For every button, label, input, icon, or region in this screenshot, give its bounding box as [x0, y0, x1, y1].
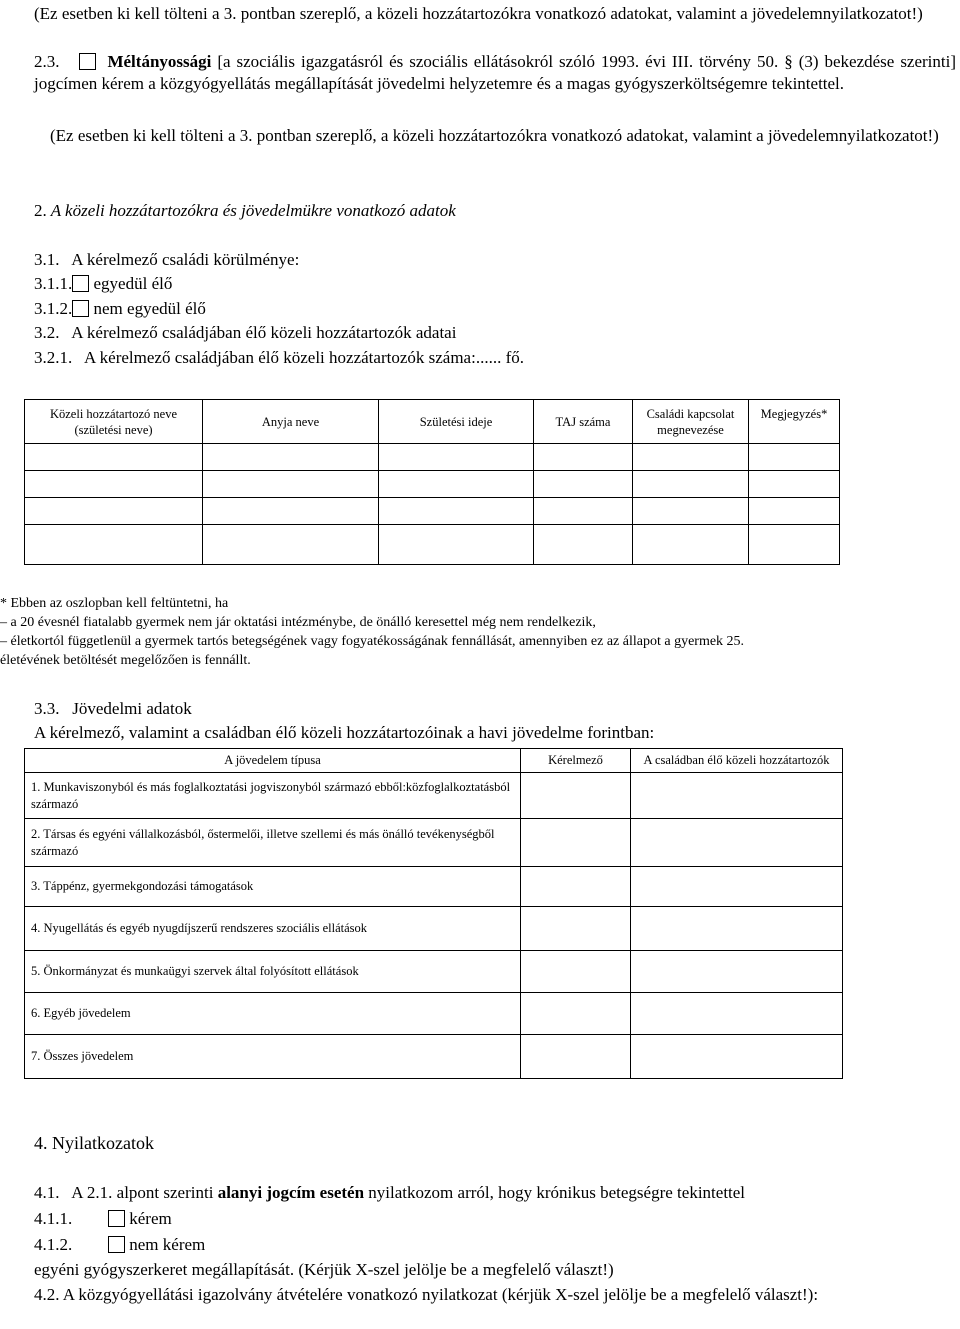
relatives-table — [24, 399, 840, 565]
income-type-5: 5. Önkormányzat és munkaügyi szervek által folyósított ellátások — [25, 951, 521, 993]
table-cell[interactable] — [631, 773, 843, 819]
p41-bold: alanyi jogcím esetén — [217, 1183, 365, 1202]
col-header-taj: TAJ száma — [534, 400, 633, 444]
table-cell[interactable] — [534, 471, 633, 498]
item-2-3-checkbox[interactable] — [79, 53, 96, 70]
item-2-3-text: [a szociális igazgatásról és szociális ellátásokról szóló 1993. évi III. törvény 50. § (3) bekezdése szerinti] jogcímen kérem a közgyógyellátás megállapítását jövedelmi helyzetemre és a magas gyógyszerköltségemre tekintettel. — [34, 52, 957, 93]
income-type-7: 7. Összes jövedelem — [25, 1035, 521, 1079]
p412-label: nem kérem — [125, 1235, 206, 1254]
s311-label: egyedül élő — [89, 274, 173, 293]
section-4-heading: 4. Nyilatkozatok — [34, 1133, 154, 1153]
table-cell[interactable] — [379, 498, 534, 525]
table-cell[interactable] — [633, 525, 749, 565]
table-cell[interactable] — [379, 444, 534, 471]
footnote — [0, 595, 956, 669]
table-row — [25, 951, 843, 993]
not-request-checkbox[interactable] — [108, 1236, 125, 1253]
footnote-bullet-2: – életkortól függetlenül a gyermek tartós betegségének vagy fogyatékosságának fennállását, amennyiben ez az állapot a gyermek 25. — [0, 634, 745, 649]
table-cell[interactable] — [631, 867, 843, 907]
income-header-applicant: Kérelmező — [521, 749, 631, 773]
p41-row — [34, 1182, 745, 1204]
table-cell[interactable] — [749, 444, 840, 471]
col-header-relation: Családi kapcsolat megnevezése — [633, 400, 749, 444]
section-heading-number: 2. — [34, 201, 47, 220]
item-2-3-bold: Méltányossági — [107, 52, 212, 71]
table-cell[interactable] — [631, 819, 843, 867]
table-row — [25, 471, 840, 498]
p42-text: 4.2. A közgyógyellátási igazolvány átvételére vonatkozó nyilatkozat (kérjük X-szel jelölje be a megfelelő választ!): — [34, 1285, 819, 1304]
relatives-header-row — [25, 400, 840, 444]
intro-note-2: (Ez esetben ki kell tölteni a 3. pontban szereplő, a közeli hozzátartozókra vonatkozó adatokat, valamint a jövedelemnyilatkozatot!) — [50, 126, 939, 145]
col-header-mother: Anyja neve — [203, 400, 379, 444]
table-cell[interactable] — [25, 471, 203, 498]
table-cell[interactable] — [631, 951, 843, 993]
table-cell[interactable] — [749, 498, 840, 525]
p412-row — [34, 1234, 205, 1256]
p411-row — [34, 1208, 172, 1230]
income-type-1: 1. Munkaviszonyból és más foglalkoztatási jogviszonyból származó ebből:közfoglalkoztatásból származó — [25, 773, 521, 819]
table-cell[interactable] — [633, 444, 749, 471]
col-header-name: Közeli hozzátartozó neve (születési neve) — [25, 400, 203, 444]
s31-label: 3.1. A kérelmező családi körülménye: — [34, 250, 300, 269]
table-cell[interactable] — [631, 993, 843, 1035]
table-row — [25, 819, 843, 867]
alone-checkbox[interactable] — [72, 275, 89, 292]
table-cell[interactable] — [379, 471, 534, 498]
income-intro: A kérelmező, valamint a családban élő közeli hozzátartozóinak a havi jövedelme forintban: — [34, 723, 655, 742]
table-row — [25, 525, 840, 565]
table-cell[interactable] — [633, 471, 749, 498]
table-row — [25, 1035, 843, 1079]
table-cell[interactable] — [749, 471, 840, 498]
footnote-bullet-2-cont: életévének betöltését megelőzően is fennállt. — [0, 653, 251, 668]
p41-end: nyilatkozom arról, hogy krónikus betegségre tekintettel — [364, 1183, 746, 1202]
footnote-title: * Ebben az oszlopban kell feltüntetni, ha — [0, 596, 229, 611]
table-cell[interactable] — [203, 498, 379, 525]
request-checkbox[interactable] — [108, 1210, 125, 1227]
table-cell[interactable] — [25, 525, 203, 565]
income-heading: 3.3. Jövedelmi adatok — [34, 699, 192, 718]
table-row — [25, 867, 843, 907]
table-cell[interactable] — [631, 1035, 843, 1079]
s311-number: 3.1.1. — [34, 274, 73, 293]
table-row — [25, 444, 840, 471]
section-heading — [34, 200, 456, 222]
table-cell[interactable] — [534, 525, 633, 565]
income-type-3: 3. Táppénz, gyermekgondozási támogatások — [25, 867, 521, 907]
table-cell[interactable] — [521, 907, 631, 951]
p412-number: 4.1.2. — [34, 1235, 73, 1254]
p411-number: 4.1.1. — [34, 1209, 73, 1228]
table-cell[interactable] — [25, 444, 203, 471]
col-header-note: Megjegyzés* — [749, 400, 840, 444]
table-cell[interactable] — [203, 471, 379, 498]
table-row — [25, 993, 843, 1035]
s312-row — [34, 298, 206, 320]
footnote-bullet-1: – a 20 évesnél fiatalabb gyermek nem jár oktatási intézménybe, de önálló keresettel még nem rendelkezik, — [0, 615, 596, 630]
s311-row — [34, 273, 172, 295]
table-cell[interactable] — [631, 907, 843, 951]
not-alone-checkbox[interactable] — [72, 300, 89, 317]
table-cell[interactable] — [25, 498, 203, 525]
s32-label: 3.2. A kérelmező családjában élő közeli hozzátartozók adatai — [34, 323, 457, 342]
item-2-3-number: 2.3. — [34, 52, 60, 71]
s312-label: nem egyedül élő — [89, 299, 206, 318]
item-2-3 — [34, 51, 956, 95]
table-cell[interactable] — [749, 525, 840, 565]
section-heading-text: A közeli hozzátartozókra és jövedelmükre vonatkozó adatok — [50, 201, 456, 220]
income-type-6: 6. Egyéb jövedelem — [25, 993, 521, 1035]
income-header-row — [25, 749, 843, 773]
table-row — [25, 498, 840, 525]
p41-conclusion: egyéni gyógyszerkeret megállapítását. (Kérjük X-szel jelölje be a megfelelő választ!) — [34, 1260, 614, 1279]
table-cell[interactable] — [521, 867, 631, 907]
table-cell[interactable] — [521, 1035, 631, 1079]
income-table — [24, 748, 843, 1079]
income-header-type: A jövedelem típusa — [25, 749, 521, 773]
table-cell[interactable] — [521, 819, 631, 867]
income-type-2: 2. Társas és egyéni vállalkozásból, őstermelői, illetve szellemi és más önálló tevékenységből származó — [25, 819, 521, 867]
table-row — [25, 907, 843, 951]
table-cell[interactable] — [203, 444, 379, 471]
s312-number: 3.1.2. — [34, 299, 73, 318]
p41-start: 4.1. A 2.1. alpont szerinti — [34, 1183, 218, 1202]
table-cell[interactable] — [379, 525, 534, 565]
table-cell[interactable] — [534, 444, 633, 471]
s321-label: 3.2.1. A kérelmező családjában élő közeli hozzátartozók száma:...... fő. — [34, 348, 524, 367]
table-cell[interactable] — [521, 951, 631, 993]
col-header-birthdate: Születési ideje — [379, 400, 534, 444]
income-header-relatives: A családban élő közeli hozzátartozók — [631, 749, 843, 773]
table-cell[interactable] — [521, 773, 631, 819]
table-cell[interactable] — [633, 498, 749, 525]
table-cell[interactable] — [203, 525, 379, 565]
table-row — [25, 773, 843, 819]
p411-label: kérem — [125, 1209, 172, 1228]
table-cell[interactable] — [534, 498, 633, 525]
intro-note-1: (Ez esetben ki kell tölteni a 3. pontban szereplő, a közeli hozzátartozókra vonatkozó adatokat, valamint a jövedelemnyilatkozatot!) — [34, 4, 923, 23]
table-cell[interactable] — [521, 993, 631, 1035]
income-type-4: 4. Nyugellátás és egyéb nyugdíjszerű rendszeres szociális ellátások — [25, 907, 521, 951]
